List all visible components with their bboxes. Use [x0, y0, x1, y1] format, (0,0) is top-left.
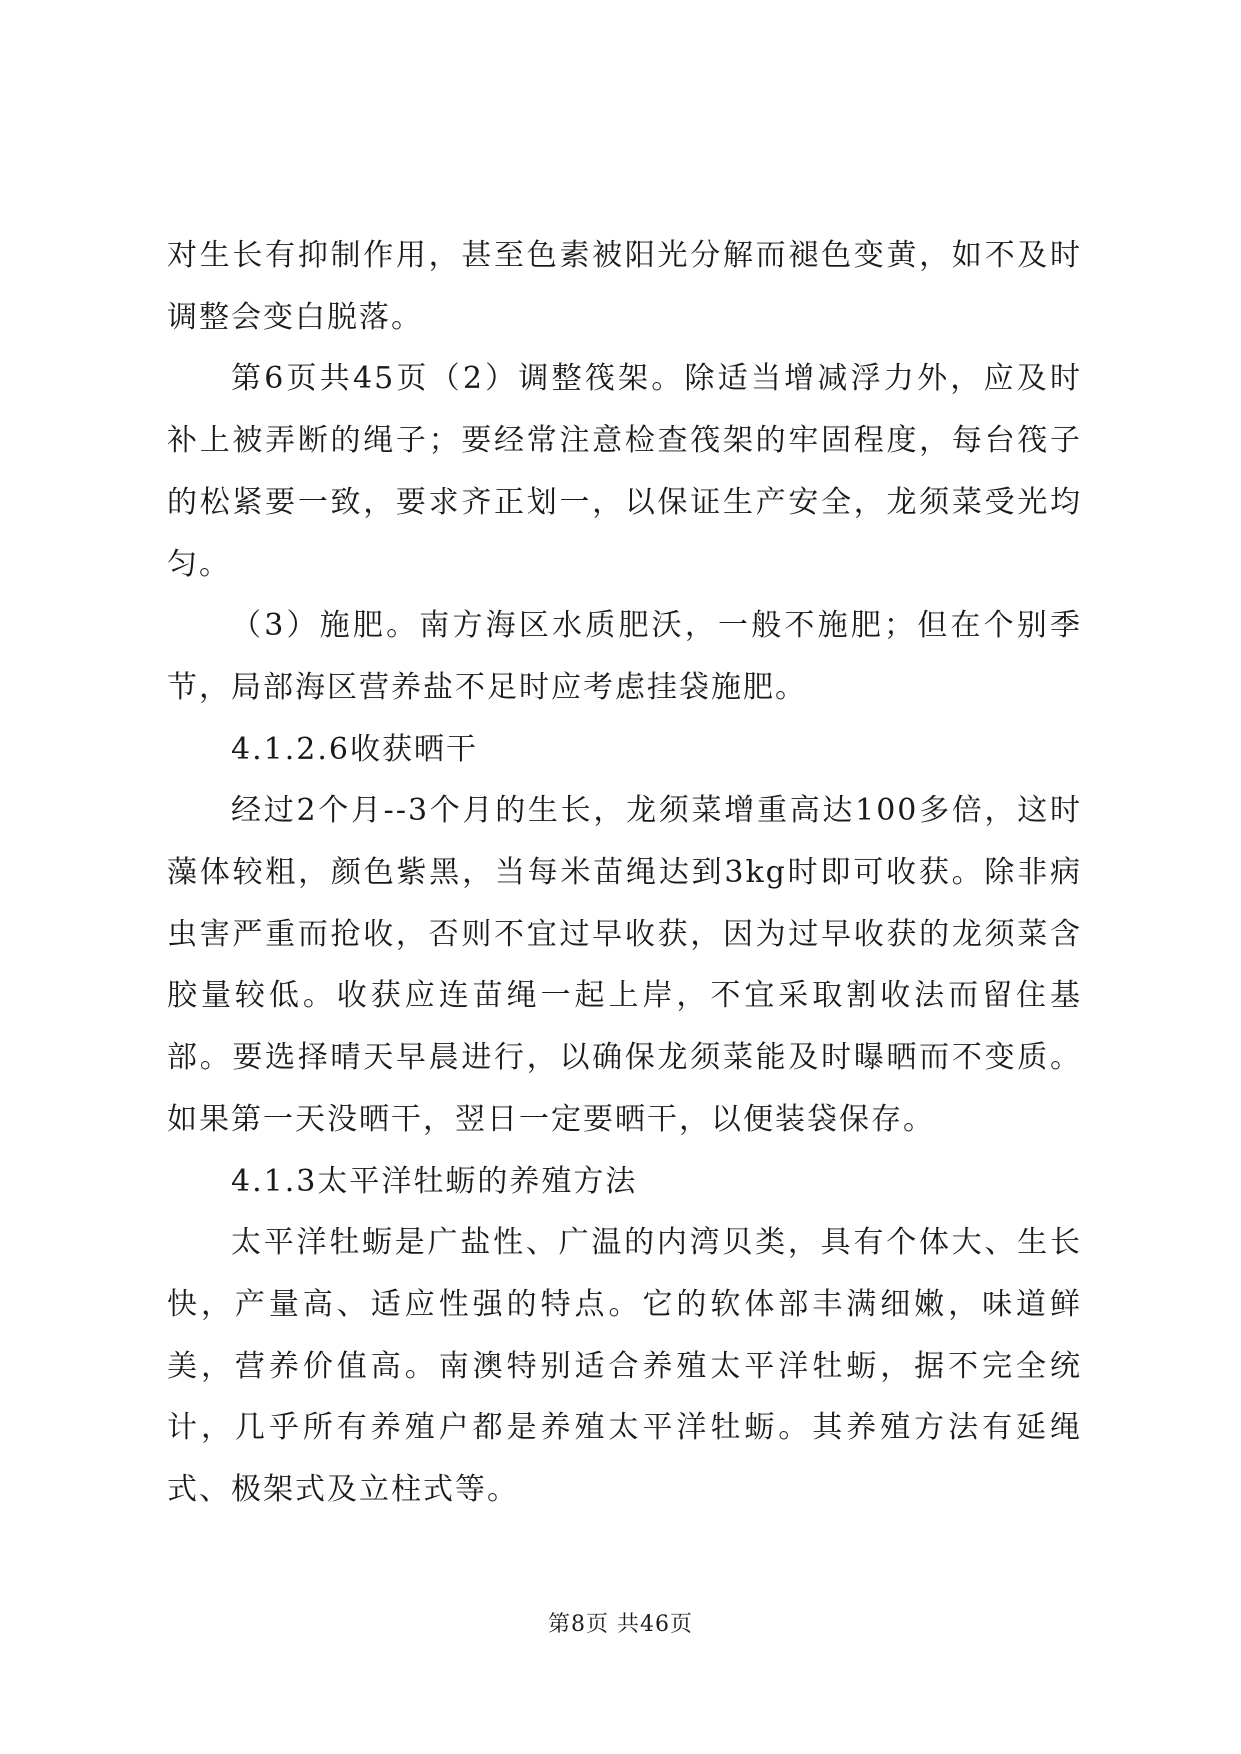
page-footer: 第8页 共46页 [548, 1612, 693, 1637]
section-heading-harvest: 4.1.2.6收获晒干 [231, 731, 478, 767]
paragraph-oyster: 太平洋牡蛎是广盐性、广温的内湾贝类，具有个体大、生长快，产量高、适应性强的特点。它的软体部丰满细嫩，味道鲜美，营养价值高。南澳特别适合养殖太平洋牡蛎，据不完全统计，几乎所有养殖户都是养殖太平洋牡蛎。其养殖方法有延绳式、极架式及立柱式等。 [167, 1225, 1082, 1508]
paragraph-adjust-raft: 第6页共45页（2）调整筏架。除适当增减浮力外，应及时补上被弄断的绳子；要经常注意检查筏架的牢固程度，每台筏子的松紧要一致，要求齐正划一，以保证生产安全，龙须菜受光均匀。 [167, 361, 1082, 582]
section-heading-oyster: 4.1.3太平洋牡蛎的养殖方法 [231, 1163, 638, 1199]
document-body [167, 225, 1082, 1521]
paragraph-harvest: 经过2个月--3个月的生长，龙须菜增重高达100多倍，这时藻体较粗，颜色紫黑，当每米苗绳达到3kg时即可收获。除非病虫害严重而抢收，否则不宜过早收获，因为过早收获的龙须菜含胶量较低。收获应连苗绳一起上岸，不宜采取割收法而留住基部。要选择晴天早晨进行，以确保龙须菜能及时曝晒而不变质。如果第一天没晒干，翌日一定要晒干，以便装袋保存。 [167, 793, 1082, 1137]
paragraph-continuation: 对生长有抑制作用，甚至色素被阳光分解而褪色变黄，如不及时调整会变白脱落。 [167, 238, 1082, 335]
paragraph-fertilize: （3）施肥。南方海区水质肥沃，一般不施肥；但在个别季节，局部海区营养盐不足时应考虑挂袋施肥。 [167, 608, 1082, 705]
